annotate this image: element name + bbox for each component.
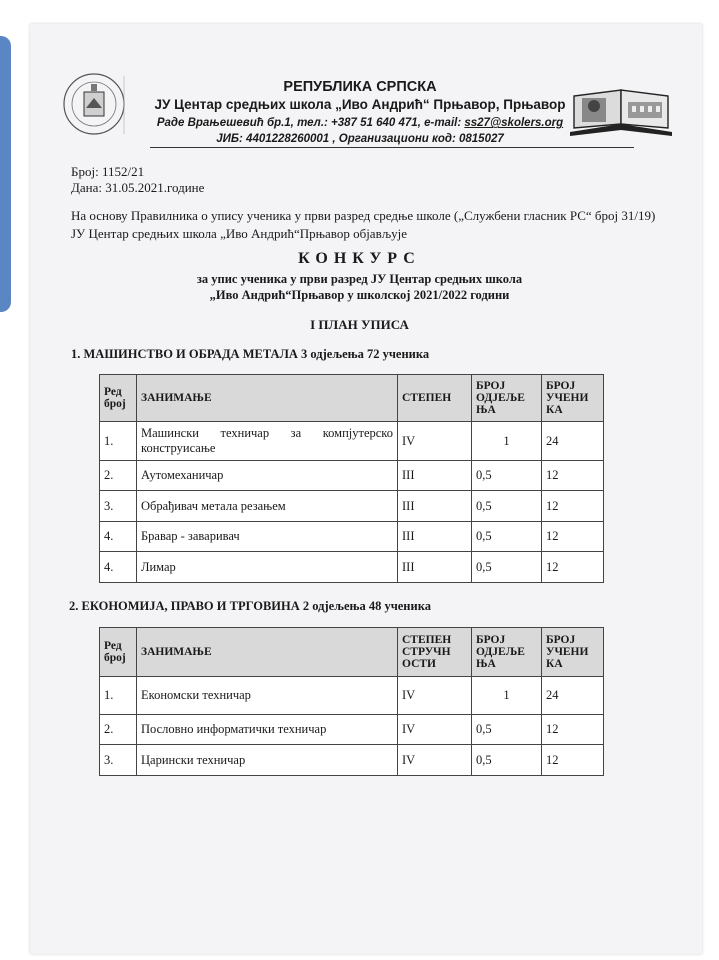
table-cell: 12 <box>542 745 604 776</box>
table-cell: 0,5 <box>472 715 542 745</box>
plan-heading: I ПЛАН УПИСА <box>310 317 409 332</box>
table-cell: Пословно информатички техничар <box>137 715 398 745</box>
section1-heading: 1. МАШИНСТВО И ОБРАДА МЕТАЛА 3 одјељења 72 ученика <box>71 347 430 361</box>
table-cell: Бравар - заваривач <box>137 522 398 552</box>
coat-of-arms-icon <box>62 68 150 140</box>
table-cell: IV <box>398 677 472 715</box>
table-row <box>100 522 604 552</box>
table-cell: Економски техничар <box>137 677 398 715</box>
table-row <box>100 715 604 745</box>
school-address: Раде Врањешевић бр.1, тел.: +387 51 640 471, e-mail: ss27@skolers.org <box>156 117 564 129</box>
table-cell: Лимар <box>137 552 398 583</box>
table-header-row <box>100 375 604 422</box>
table-cell: 1 <box>472 422 542 461</box>
table-cell: Обрађивач метала резањем <box>137 491 398 522</box>
table-cell: 12 <box>542 491 604 522</box>
table-cell: 12 <box>542 552 604 583</box>
table-cell: III <box>398 522 472 552</box>
table-cell: III <box>398 552 472 583</box>
side-panel-tab[interactable] <box>0 36 11 312</box>
table-cell: 0,5 <box>472 491 542 522</box>
republic-title: РЕПУБЛИКА СРПСКА <box>283 79 437 95</box>
table-row <box>100 677 604 715</box>
school-email-link[interactable]: ss27@skolers.org <box>464 117 564 129</box>
header-divider <box>150 147 634 148</box>
table-row <box>100 461 604 491</box>
school-name: ЈУ Центар средњих школа „Иво Андрић“ Прњавор, Прњавор <box>154 97 566 112</box>
table-cell: III <box>398 461 472 491</box>
document-subtitle-2: „Иво Андрић“Прњавор у школској 2021/2022 години <box>209 288 510 302</box>
table-cell: 1 <box>472 677 542 715</box>
table-cell: 0,5 <box>472 552 542 583</box>
table-cell: 4. <box>100 552 137 583</box>
col-header: ЗАНИМАЊЕ <box>137 628 398 677</box>
table-cell: 3. <box>100 745 137 776</box>
table-cell: 4. <box>100 522 137 552</box>
col-header: Ред број <box>100 375 137 422</box>
intro-paragraph: На основу Правилника о упису ученика у први разред средње школе („Службени гласник РС“ број 31/19) ЈУ Центар средњих школа „Иво Андрић“Прњавор објављује <box>71 208 656 241</box>
col-header: БРОЈ УЧЕНИ КА <box>542 375 604 422</box>
table-cell: 12 <box>542 461 604 491</box>
table-cell: 3. <box>100 491 137 522</box>
school-book-logo-icon <box>566 86 676 138</box>
section1-table <box>99 374 604 583</box>
table-row <box>100 552 604 583</box>
table-cell: 24 <box>542 422 604 461</box>
table-cell: 24 <box>542 677 604 715</box>
table-cell: IV <box>398 422 472 461</box>
document-title: КОНКУРС <box>298 250 421 267</box>
table-row <box>100 745 604 776</box>
school-ids: ЈИБ: 4401228260001 , Организациони код: 0815027 <box>216 133 504 145</box>
table-row <box>100 422 604 461</box>
table-cell: IV <box>398 715 472 745</box>
col-header: БРОЈ ОДЈЕЉЕ ЊА <box>472 628 542 677</box>
table-row <box>100 491 604 522</box>
table-cell: 12 <box>542 522 604 552</box>
table-cell: 12 <box>542 715 604 745</box>
table-cell: 1. <box>100 422 137 461</box>
document-number: Број: 1152/21 <box>71 164 145 179</box>
col-header: БРОЈ ОДЈЕЉЕ ЊА <box>472 375 542 422</box>
table-cell: 0,5 <box>472 522 542 552</box>
table-cell: Царински техничар <box>137 745 398 776</box>
table-cell: 2. <box>100 461 137 491</box>
table-header-row <box>100 628 604 677</box>
section2-table <box>99 627 604 776</box>
section2-heading: 2. ЕКОНОМИЈА, ПРАВО И ТРГОВИНА 2 одјељења 48 ученика <box>69 599 431 613</box>
col-header: БРОЈ УЧЕНИ КА <box>542 628 604 677</box>
col-header: СТЕПЕН <box>398 375 472 422</box>
document-date: Дана: 31.05.2021.године <box>71 180 205 195</box>
table-cell: Машински техничар за компјутерско конструисање <box>137 422 398 461</box>
table-cell: 0,5 <box>472 461 542 491</box>
table-cell: III <box>398 491 472 522</box>
col-header: ЗАНИМАЊЕ <box>137 375 398 422</box>
table-cell: 0,5 <box>472 745 542 776</box>
table-cell: Аутомеханичар <box>137 461 398 491</box>
col-header: СТЕПЕН СТРУЧН ОСТИ <box>398 628 472 677</box>
table-cell: 1. <box>100 677 137 715</box>
document-subtitle-1: за упис ученика у први разред ЈУ Центар средњих школа <box>196 272 523 286</box>
table-cell: 2. <box>100 715 137 745</box>
table-cell: IV <box>398 745 472 776</box>
col-header: Ред број <box>100 628 137 677</box>
